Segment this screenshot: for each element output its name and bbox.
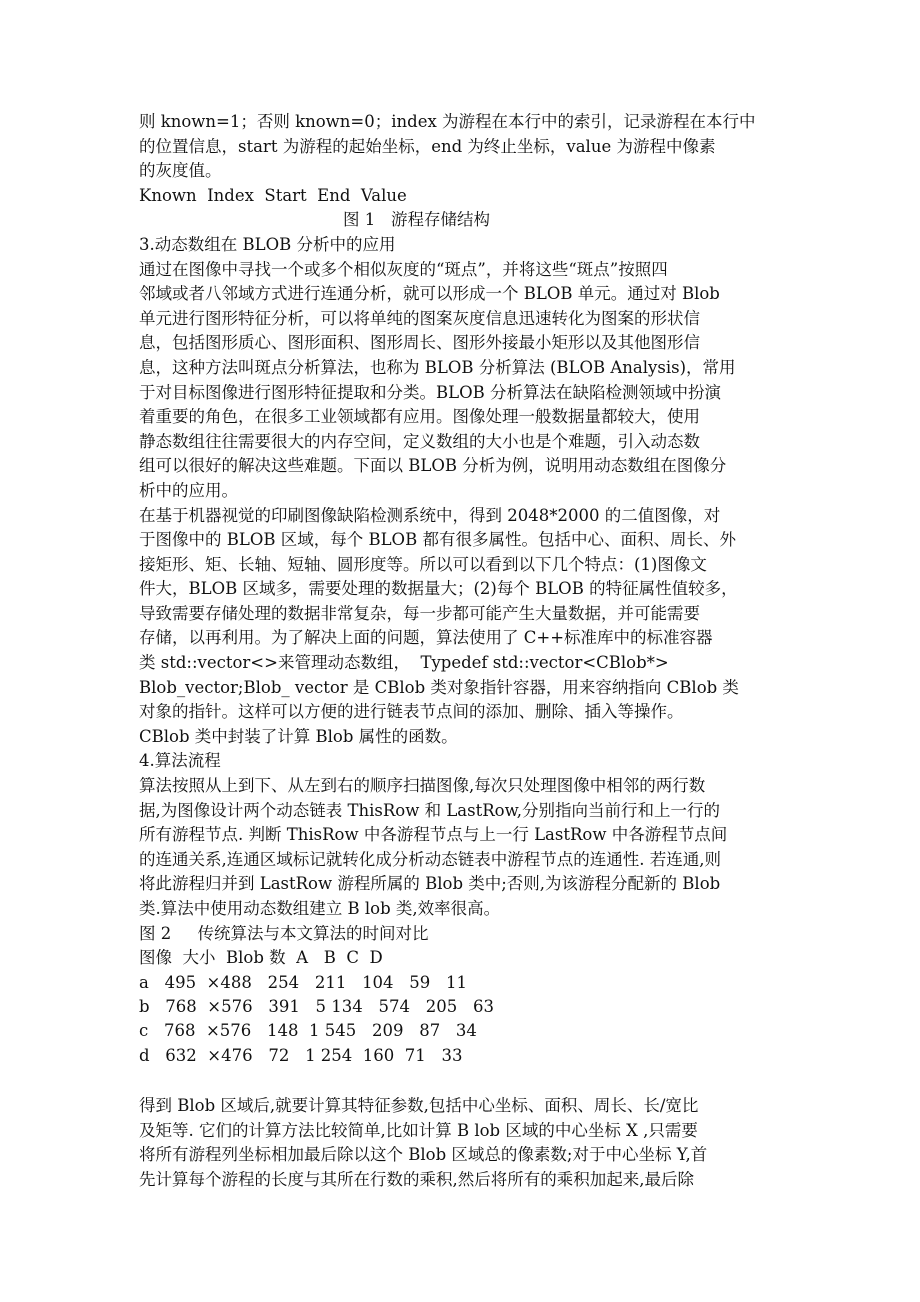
table-row: b 768 ×576 391 5 134 574 205 63 [139, 997, 494, 1016]
text-line: 类.算法中使用动态数组建立 B lob 类,效率很高。 [139, 899, 501, 918]
text-line: 组可以很好的解决这些难题。下面以 BLOB 分析为例，说明用动态数组在图像分 [139, 456, 727, 476]
storage-structure-fields: Known Index Start End Value [139, 185, 407, 205]
text-line: 将所有游程列坐标相加最后除以这个 Blob 区域总的像素数;对于中心坐标 Y,首 [139, 1145, 708, 1165]
timing-table [139, 946, 819, 1068]
section-3-heading: 3.动态数组在 BLOB 分析中的应用 [139, 234, 396, 254]
text-line: 息，包括图形质心、图形面积、图形周长、图形外接最小矩形以及其他图形信 [139, 333, 700, 353]
text-line: 先计算每个游程的长度与其所在行数的乘积,然后将所有的乘积加起来,最后除 [139, 1170, 694, 1189]
text-line: 通过在图像中寻找一个或多个相似灰度的“斑点”，并将这些“斑点”按照四 [139, 259, 668, 279]
text-line: 类 std::vector<>来管理动态数组， Typedef std::vector<CBlob*> [139, 653, 669, 673]
text-line: 算法按照从上到下、从左到右的顺序扫描图像,每次只处理图像中相邻的两行数 [139, 776, 706, 796]
text-line: 在基于机器视觉的印刷图像缺陷检测系统中，得到 2048*2000 的二值图像，对 [139, 505, 721, 525]
text-line: 单元进行图形特征分析，可以将单纯的图案灰度信息迅速转化为图案的形状信 [139, 308, 700, 328]
text-line: 息，这种方法叫斑点分析算法，也称为 BLOB 分析算法 (BLOB Analysis)，常用 [139, 357, 736, 377]
text-line: 的连通关系,连通区域标记就转化成分析动态链表中游程节点的连通性. 若连通,则 [139, 849, 721, 869]
text-line: 件大，BLOB 区域多，需要处理的数据量大；(2)每个 BLOB 的特征属性值较多， [139, 579, 738, 599]
figure-2-caption: 图 2 传统算法与本文算法的时间对比 [139, 923, 429, 943]
text-line: 着重要的角色，在很多工业领域都有应用。图像处理一般数据量都较大，使用 [139, 407, 700, 427]
text-line: 据,为图像设计两个动态链表 ThisRow 和 LastRow,分别指向当前行和上一行的 [139, 800, 720, 820]
table-header: 图像 大小 Blob 数 A B C D [139, 948, 383, 968]
text-line: 邻域或者八邻域方式进行连通分析，就可以形成一个 BLOB 单元。通过对 Blob [139, 284, 720, 304]
table-row: c 768 ×576 148 1 545 209 87 34 [139, 1021, 477, 1041]
text-line: CBlob 类中封装了计算 Blob 属性的函数。 [139, 726, 458, 746]
text-line: 得到 Blob 区域后,就要计算其特征参数,包括中心坐标、面积、周长、长/宽比 [139, 1096, 699, 1116]
text-line: 析中的应用。 [139, 480, 238, 500]
text-line: 存储，以再利用。为了解决上面的问题，算法使用了 C++标准库中的标准容器 [139, 628, 713, 648]
document-page [139, 110, 819, 1193]
text-line: 于图像中的 BLOB 区域，每个 BLOB 都有很多属性。包括中心、面积、周长、外 [139, 530, 736, 550]
text-line: 将此游程归并到 LastRow 游程所属的 Blob 类中;否则,为该游程分配新的 Blob [139, 874, 721, 894]
text-line: 对象的指针。这样可以方便的进行链表节点间的添加、删除、插入等操作。 [139, 702, 684, 722]
closing-paragraph [139, 1094, 819, 1192]
paragraph-gap [139, 1068, 819, 1094]
figure-1-caption: 图 1 游程存储结构 [343, 210, 490, 230]
text-line: 所有游程节点. 判断 ThisRow 中各游程节点与上一行 LastRow 中各游程节点间 [139, 825, 728, 845]
text-line: 的灰度值。 [139, 161, 222, 181]
section-4-heading: 4.算法流程 [139, 751, 221, 771]
text-line: 的位置信息，start 为游程的起始坐标，end 为终止坐标，value 为游程中像素 [139, 136, 716, 156]
table-row: a 495 ×488 254 211 104 59 11 [139, 972, 468, 992]
text-line: 静态数组往往需要很大的内存空间，定义数组的大小也是个难题，引入动态数 [139, 431, 700, 451]
text-line: 于对目标图像进行图形特征提取和分类。BLOB 分析算法在缺陷检测领域中扮演 [139, 382, 721, 402]
intro-paragraph [139, 110, 819, 208]
text-line: 则 known=1；否则 known=0；index 为游程在本行中的索引，记录游程在本行中 [139, 112, 756, 131]
section-4-body [139, 774, 819, 922]
text-line: Blob_vector;Blob_ vector 是 CBlob 类对象指针容器，用来容纳指向 CBlob 类 [139, 677, 739, 697]
section-3-body [139, 258, 819, 750]
table-row: d 632 ×476 72 1 254 160 71 33 [139, 1045, 463, 1065]
text-line: 接矩形、矩、长轴、短轴、圆形度等。所以可以看到以下几个特点：(1)图像文 [139, 554, 707, 574]
text-line: 导致需要存储处理的数据非常复杂，每一步都可能产生大量数据，并可能需要 [139, 603, 700, 623]
text-line: 及矩等. 它们的计算方法比较简单,比如计算 B lob 区域的中心坐标 X ,只需要 [139, 1120, 698, 1140]
